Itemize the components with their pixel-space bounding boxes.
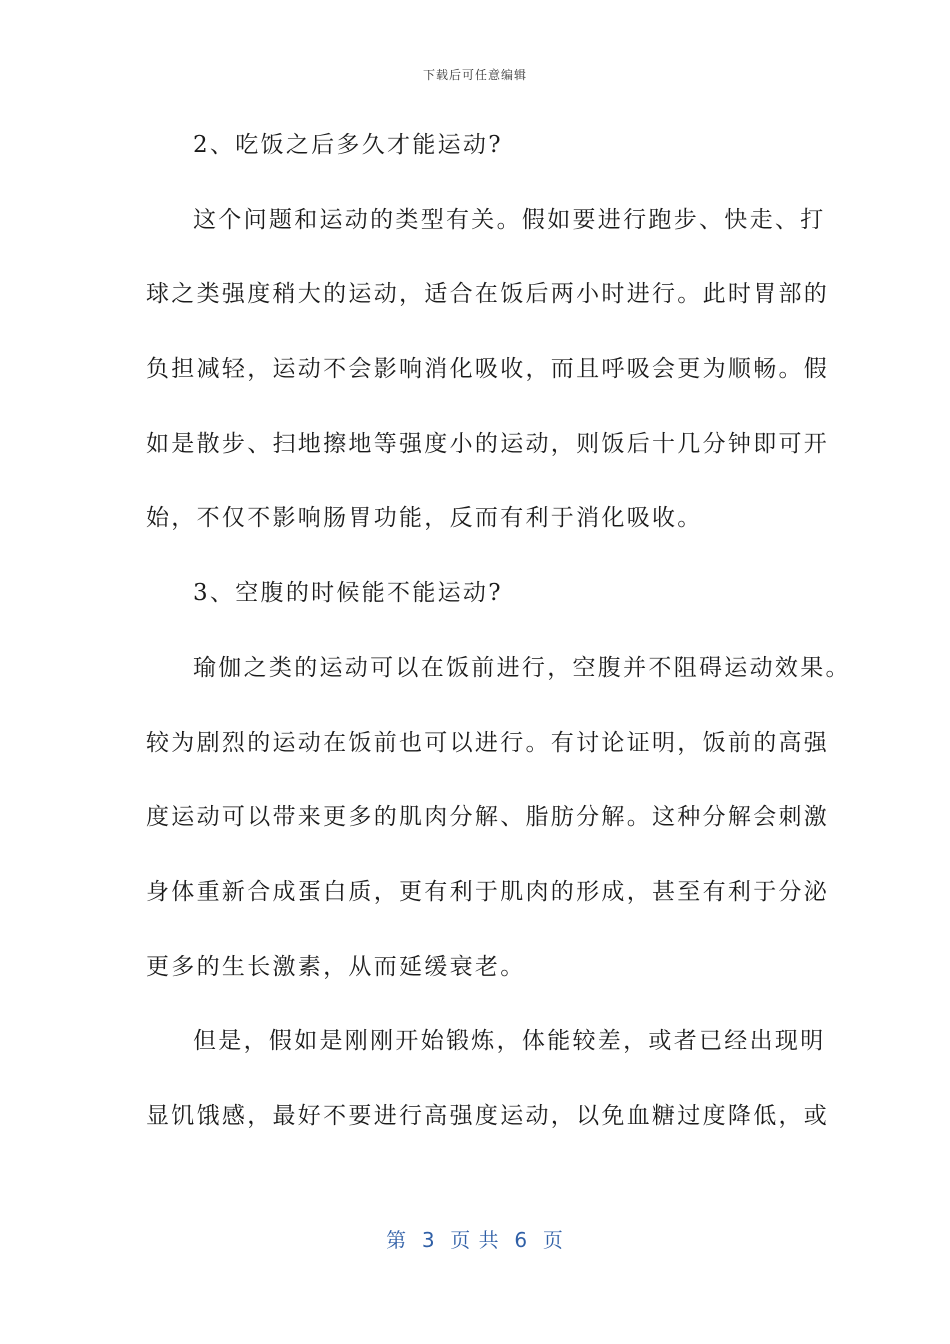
- paragraph-line: 但是，假如是刚刚开始锻炼，体能较差，或者已经出现明: [193, 1028, 826, 1055]
- paragraph-line: 始，不仅不影响肠胃功能，反而有利于消化吸收。: [146, 505, 703, 532]
- paragraph-line: 较为剧烈的运动在饭前也可以进行。有讨论证明，饭前的高强: [146, 729, 830, 756]
- section-heading: 3、空腹的时候能不能运动?: [193, 580, 503, 607]
- paragraph-line: 显饥饿感，最好不要进行高强度运动，以免血糖过度降低，或: [146, 1102, 830, 1129]
- paragraph-line: 这个问题和运动的类型有关。假如要进行跑步、快走、打: [193, 206, 826, 233]
- paragraph-line: 如是散步、扫地擦地等强度小的运动，则饭后十几分钟即可开: [146, 430, 830, 457]
- paragraph-line: 更多的生长激素，从而延缓衰老。: [146, 953, 526, 980]
- page-number-footer: 第 3 页 共 6 页: [386, 1228, 564, 1252]
- body-text: [146, 125, 851, 1171]
- section-heading: 2、吃饭之后多久才能运动?: [193, 132, 503, 158]
- paragraph-line: 身体重新合成蛋白质，更有利于肌肉的形成，甚至有利于分泌: [146, 878, 830, 905]
- page-header: 下载后可任意编辑: [422, 68, 527, 82]
- paragraph-line: 瑜伽之类的运动可以在饭前进行，空腹并不阻碍运动效果。: [193, 654, 851, 681]
- paragraph-line: 度运动可以带来更多的肌肉分解、脂肪分解。这种分解会刺激: [146, 804, 830, 831]
- paragraph-line: 负担减轻，运动不会影响消化吸收，而且呼吸会更为顺畅。假: [146, 356, 830, 383]
- paragraph-line: 球之类强度稍大的运动，适合在饭后两小时进行。此时胃部的: [146, 281, 830, 308]
